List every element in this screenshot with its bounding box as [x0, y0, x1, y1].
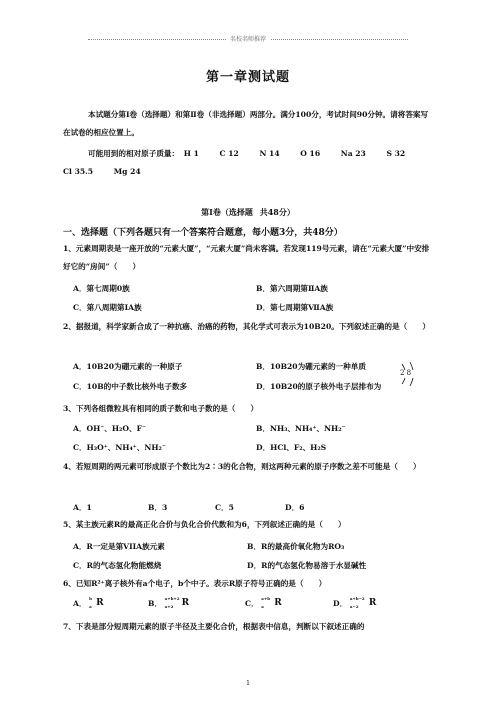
q6-option-b [148, 598, 197, 610]
header-text: 名校名师推荐 [226, 34, 270, 43]
q1-option-a: A．第七周期0族 [73, 284, 130, 293]
q3-option-d: D．HCl、F₂、H₂S [256, 443, 327, 452]
q2-option-b: B．10B20为硼元素的一种单质 [256, 362, 366, 371]
atomic-number: a [261, 604, 264, 609]
mass-item: H 1 [183, 149, 199, 158]
shell-numbers: 2 8 [400, 369, 412, 377]
q5-option-d: D．R的气态氢化物易溶于水显碱性 [247, 561, 367, 570]
intro-paragraph: 本试题分第Ⅰ卷（选择题）和第Ⅱ卷（非选择题）两部分。满分100分，考试时间90分钟。请将答案写在试卷的相应位置上。 [63, 110, 429, 137]
atomic-masses [88, 145, 448, 163]
q6-option-c-label: C． [245, 599, 259, 608]
q5-option-a: A．R一定是第VIIA族元素 [73, 542, 165, 551]
q6-option-a [73, 598, 111, 610]
q6-option-d-label: D． [333, 599, 348, 608]
q2-option-d: D．10B20的原子核外电子层排布为 [256, 382, 382, 391]
q1-option-b: B．第六周期第ⅡA族 [256, 284, 328, 293]
q4-option-a: A．1 [73, 503, 92, 512]
atomic-masses-cont [63, 163, 433, 181]
mass-number: a+b [261, 596, 271, 601]
q4-option-c: C．5 [215, 503, 234, 512]
mass-item: Mg 24 [113, 167, 141, 176]
q6-option-a-label: A． [73, 599, 87, 608]
q3-option-b: B．NH₃、NH₄⁺、NH₂⁻ [256, 424, 346, 433]
element-symbol: R [96, 598, 104, 608]
part-heading: 一、选择题（下列各题只有一个答案符合题意，每小题3分，共48分） [63, 228, 343, 238]
q1-option-c: C．第八周期第ⅠA族 [73, 303, 142, 312]
q6-option-c [245, 598, 289, 610]
page-header [88, 34, 408, 44]
question-3: 3、下列各组微粒具有相同的质子数和电子数的是（ ） [63, 404, 259, 413]
mass-item: Na 23 [340, 149, 366, 158]
mass-item: C 12 [219, 149, 239, 158]
isotope-symbol [261, 598, 289, 610]
question-1: 1、元素周期表是一座开放的“元素大厦”，“元素大厦”尚未客满。若发现119号元素，请在“元素大厦”中安排好它的“房间”（ ） [63, 244, 430, 271]
mass-item: N 14 [259, 149, 280, 158]
question-6: 6、已知R²⁺离子核外有a个电子，b个中子。表示R原子符号正确的是（ ） [63, 579, 327, 588]
element-symbol: R [181, 598, 190, 608]
element-symbol: R [368, 598, 377, 608]
q5-option-c: C．R的气态氢化物能燃烧 [73, 561, 162, 570]
element-symbol: R [274, 598, 282, 608]
q6-option-d [333, 598, 384, 610]
q4-option-d: D．6 [285, 503, 305, 512]
isotope-symbol [89, 598, 111, 610]
atomic-number: a−2 [349, 604, 359, 609]
q4-option-b: B．3 [148, 503, 168, 512]
q1-option-d: D．第七周期第ⅦA族 [256, 303, 334, 312]
mass-item: O 16 [300, 149, 321, 158]
mass-item: Cl 35.5 [63, 167, 94, 176]
mass-number: b [89, 596, 92, 601]
isotope-symbol [350, 598, 384, 610]
section-label: 第Ⅰ卷（选择题 [201, 207, 253, 217]
section-heading [0, 207, 496, 218]
mass-item: S 32 [386, 149, 406, 158]
page-title: 第一章测试题 [205, 70, 290, 85]
isotope-symbol [165, 598, 197, 610]
question-2: 2、据报道，科学家新合成了一种抗癌、治癌的药物，其化学式可表示为10B20。下列叙述正确的是（ ） [63, 322, 430, 331]
question-4: 4、若短周期的两元素可形成原子个数比为2∶3的化合物，则这两种元素的原子序数之差不可能是（ ） [63, 462, 421, 471]
mass-number: a+b−2 [349, 596, 365, 601]
q6-option-b-label: B． [148, 599, 163, 608]
electron-shell-diagram [398, 358, 420, 386]
masses-label: 可能用到的相对原子质量： [88, 149, 180, 158]
page-number: 1 [246, 680, 250, 687]
atomic-number: a [89, 604, 92, 609]
q2-option-c: C．10B的中子数比核外电子数多 [73, 382, 188, 391]
q5-option-b: B．R的最高价氧化物为RO₃ [247, 542, 345, 551]
q3-option-a: A．OH⁻、H₂O、F⁻ [73, 424, 146, 433]
question-7: 7、下表是部分短周期元素的原子半径及主要化合价，根据表中信息，判断以下叙述正确的 [63, 622, 365, 631]
atomic-number: a+2 [164, 604, 174, 609]
section-score: 共48分） [259, 207, 295, 217]
mass-number: a+b+2 [164, 596, 180, 601]
q2-option-a: A．10B20为硼元素的一种原子 [73, 362, 183, 371]
q3-option-c: C．H₃O⁺、NH₄⁺、NH₂⁻ [73, 443, 166, 452]
question-5: 5、某主族元素R的最高正化合价与负化合价代数和为6，下列叙述正确的是（ ） [63, 520, 346, 529]
